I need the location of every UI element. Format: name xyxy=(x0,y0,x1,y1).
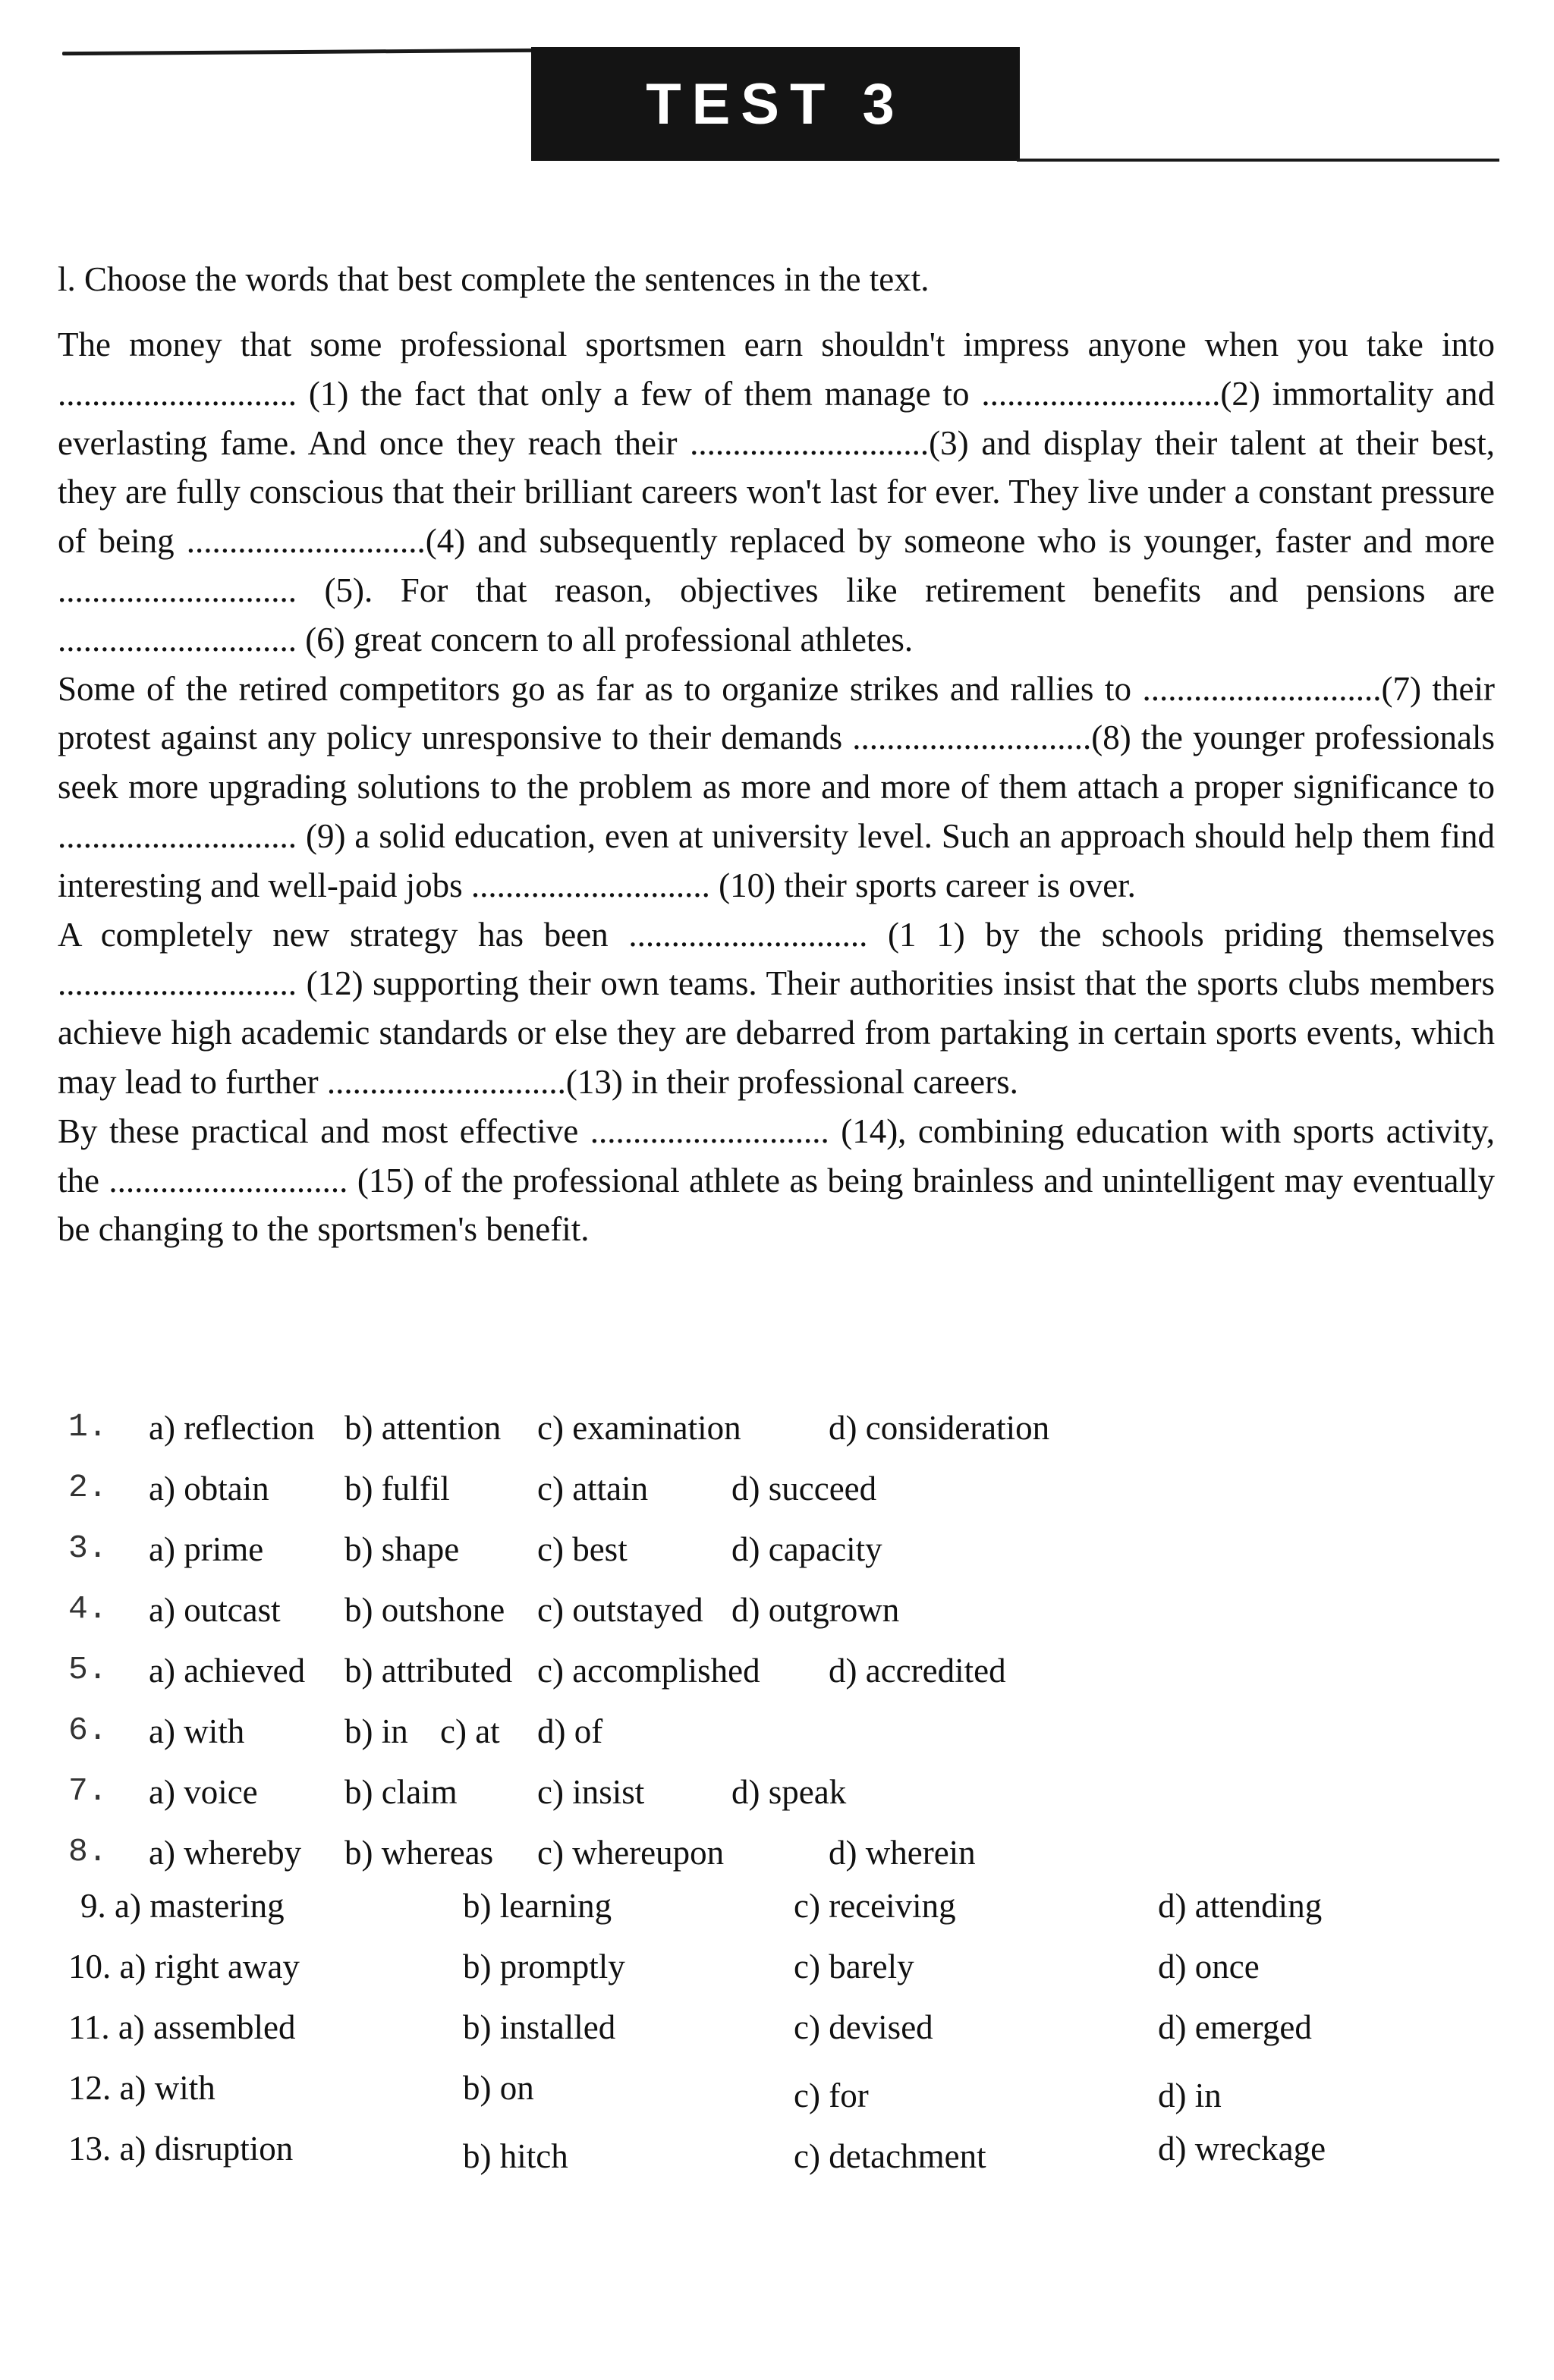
question-number: 4. xyxy=(68,1590,108,1627)
option-d: d) speak xyxy=(731,1773,847,1811)
option-b: b) outshone xyxy=(344,1591,505,1629)
option-a: 9. a) mastering xyxy=(80,1887,285,1925)
passage-paragraph: By these practical and most effective ............................ (14), combining education with sports activity, the ............................ (15) of the professional athlete as being brainless and unintelligent may eventually be changing to the sportsmen's benefit. xyxy=(58,1111,1495,1249)
option-b: b) in xyxy=(344,1712,408,1750)
question-row xyxy=(68,1833,1495,1886)
question-row xyxy=(68,1712,1495,1772)
question-row xyxy=(68,1590,1495,1651)
passage-paragraph: A completely new strategy has been ............................ (1 1) by the schools priding themselves ............................ (12) supporting their own teams. Their authorities insist that the sports clubs members achieve high academic standards or else they are debarred from partaking in certain sports events, which may lead to further ............................(13) in their professional careers. xyxy=(58,915,1495,1101)
question-number: 6. xyxy=(68,1712,108,1749)
option-c: c) attain xyxy=(537,1470,649,1508)
option-a: a) voice xyxy=(149,1773,258,1811)
header-rule-right xyxy=(1017,159,1499,162)
question-row xyxy=(68,2068,1495,2129)
option-a: a) achieved xyxy=(149,1652,306,1690)
question-row xyxy=(68,1947,1495,2007)
option-c: c) devised xyxy=(794,2008,933,2046)
task-instruction: l. Choose the words that best complete the sentences in the text. xyxy=(58,260,930,298)
option-d: d) emerged xyxy=(1158,2008,1312,2046)
option-b: b) shape xyxy=(344,1530,460,1568)
option-c: c) at xyxy=(440,1712,500,1750)
question-row xyxy=(68,1469,1495,1530)
question-row xyxy=(68,1886,1495,1947)
test-title: TEST 3 xyxy=(531,47,1020,161)
option-b: b) promptly xyxy=(463,1948,625,1985)
option-c: c) insist xyxy=(537,1773,645,1811)
option-b: b) learning xyxy=(463,1887,612,1925)
passage-paragraph: The money that some professional sportsmen earn shouldn't impress anyone when you take into ............................ (1) the fact that only a few of them manage to ............................(2) immortality and everlasting fame. And once they reach their ............................(3) and display their talent at their best, they are fully conscious that their brilliant careers won't last for ever. They live under a constant pressure of being ............................(4) and subsequently replaced by someone who is younger, faster and more ............................ (5). For that reason, objectives like retirement benefits and pensions are ............................ (6) great concern to all professional athletes. xyxy=(58,325,1495,659)
option-d: d) wreckage xyxy=(1158,2130,1326,2168)
option-d: d) outgrown xyxy=(731,1591,900,1629)
option-b: b) claim xyxy=(344,1773,458,1811)
option-d: d) accredited xyxy=(829,1652,1006,1690)
question-number: 2. xyxy=(68,1469,108,1506)
header-rule-left xyxy=(62,49,533,55)
option-a: 10. a) right away xyxy=(68,1948,300,1985)
option-a: 13. a) disruption xyxy=(68,2130,294,2168)
option-c: c) accomplished xyxy=(537,1652,760,1690)
option-c: c) best xyxy=(537,1530,628,1568)
option-d: d) succeed xyxy=(731,1470,877,1508)
question-number: 7. xyxy=(68,1772,108,1809)
question-row xyxy=(68,2129,1495,2190)
option-c: c) detachment xyxy=(794,2137,986,2175)
option-b: b) attributed xyxy=(344,1652,513,1690)
option-a: a) with xyxy=(149,1712,245,1750)
option-b: b) hitch xyxy=(463,2137,568,2175)
question-row xyxy=(68,1772,1495,1833)
option-c: c) outstayed xyxy=(537,1591,703,1629)
question-number: 3. xyxy=(68,1530,108,1567)
option-d: d) of xyxy=(537,1712,603,1750)
option-d: d) consideration xyxy=(829,1409,1050,1447)
option-b: b) attention xyxy=(344,1409,502,1447)
question-number: 5. xyxy=(68,1651,108,1688)
option-b: b) whereas xyxy=(344,1834,494,1872)
option-c: c) for xyxy=(794,2077,869,2114)
passage-paragraph: Some of the retired competitors go as far as to organize strikes and rallies to ............................(7) their protest against any policy unresponsive to their demands ............................(8) the younger professionals seek more upgrading solutions to the problem as more and more of them attach a proper significance to ............................ (9) a solid education, even at university level. Such an approach should help them find interesting and well-paid jobs ............................ (10) their sports career is over. xyxy=(58,669,1495,904)
question-number: 8. xyxy=(68,1833,108,1870)
option-a: 11. a) assembled xyxy=(68,2008,296,2046)
option-a: a) whereby xyxy=(149,1834,302,1872)
option-a: a) obtain xyxy=(149,1470,269,1508)
option-c: c) whereupon xyxy=(537,1834,725,1872)
question-row xyxy=(68,2007,1495,2068)
option-a: a) reflection xyxy=(149,1409,315,1447)
option-b: b) fulfil xyxy=(344,1470,450,1508)
option-c: c) examination xyxy=(537,1409,741,1447)
option-c: c) barely xyxy=(794,1948,914,1985)
option-c: c) receiving xyxy=(794,1887,956,1925)
option-a: 12. a) with xyxy=(68,2069,215,2107)
cloze-passage xyxy=(58,320,1495,1254)
option-d: d) in xyxy=(1158,2077,1222,2114)
question-row xyxy=(68,1530,1495,1590)
question-number: 1. xyxy=(68,1408,108,1445)
question-row xyxy=(68,1408,1495,1469)
option-d: d) once xyxy=(1158,1948,1260,1985)
option-b: b) on xyxy=(463,2069,534,2107)
option-d: d) wherein xyxy=(829,1834,976,1872)
option-a: a) prime xyxy=(149,1530,264,1568)
option-a: a) outcast xyxy=(149,1591,281,1629)
answer-options xyxy=(68,1408,1495,2190)
option-d: d) attending xyxy=(1158,1887,1323,1925)
option-d: d) capacity xyxy=(731,1530,882,1568)
option-b: b) installed xyxy=(463,2008,616,2046)
question-row xyxy=(68,1651,1495,1712)
